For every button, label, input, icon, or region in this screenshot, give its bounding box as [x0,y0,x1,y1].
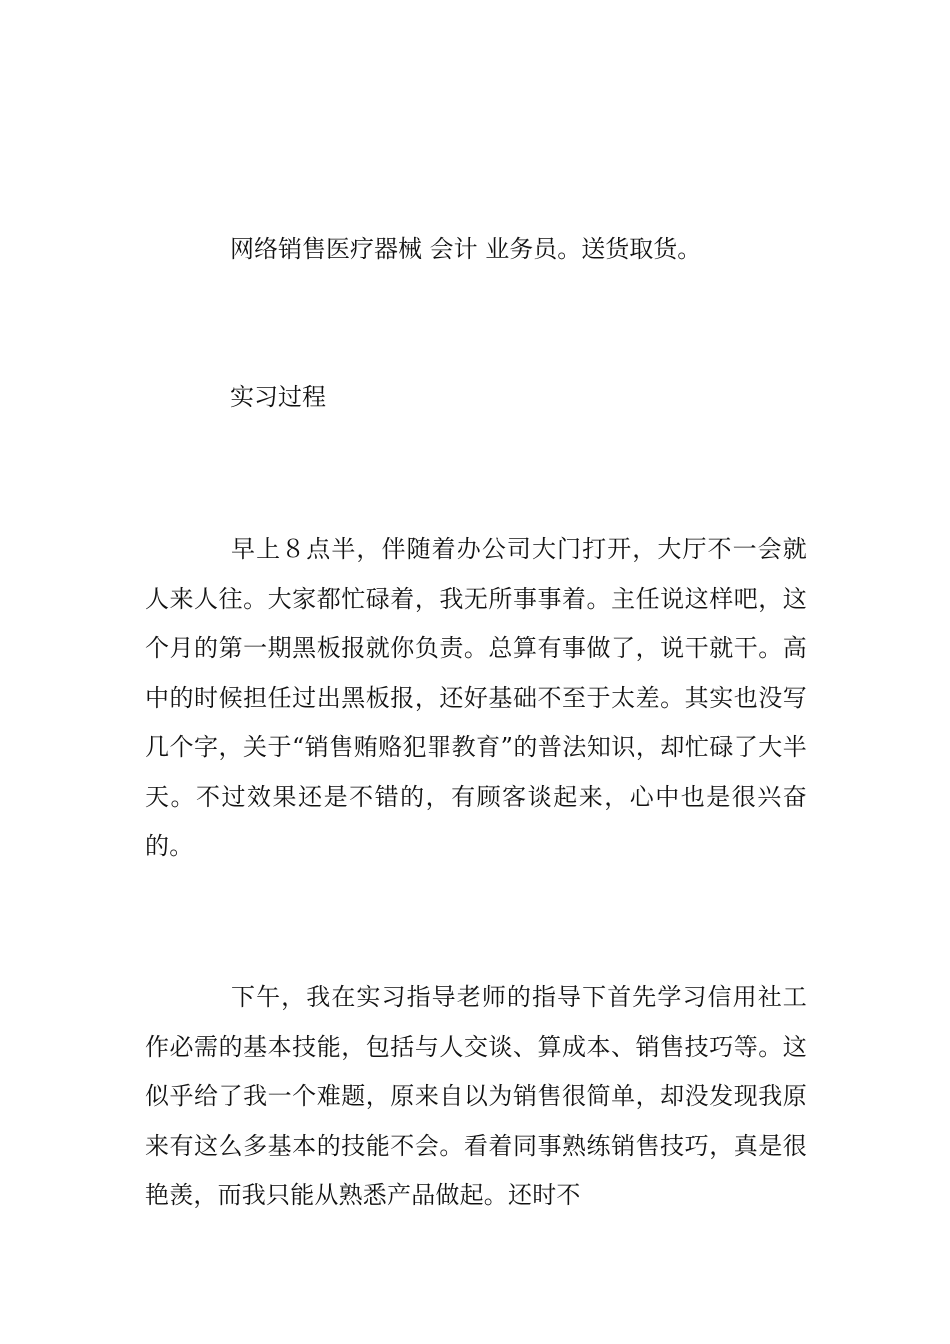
job-line: 网络销售医疗器械 会计 业务员。送货取货。 [230,235,702,263]
paragraph-morning: 早上８点半，伴随着办公司大门打开，大厅不一会就人来人往。大家都忙碌着，我无所事事着。主任说这样吧，这个月的第一期黑板报就你负责。总算有事做了，说干就干。高中的时候担任过出黑板报，还好基础不至于太差。其实也没写几个字，关于“销售贿赂犯罪教育”的普法知识，却忙碌了大半天。不过效果还是不错的，有顾客谈起来，心中也是很兴奋的。 [145,535,807,860]
paragraph-afternoon: 下午，我在实习指导老师的指导下首先学习信用社工作必需的基本技能，包括与人交谈、算成本、销售技巧等。这似乎给了我一个难题，原来自以为销售很简单，却没发现我原来有这么多基本的技能不会。看着同事熟练销售技巧，真是很艳羡，而我只能从熟悉产品做起。还时不 [145,983,807,1209]
section-heading: 实习过程 [230,383,326,411]
